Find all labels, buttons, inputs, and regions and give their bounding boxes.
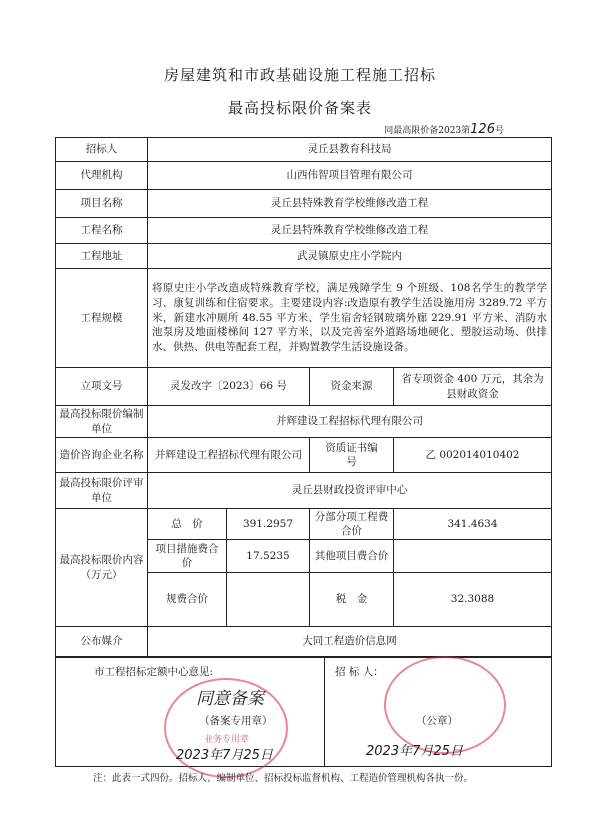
form-title: 房屋建筑和市政基础设施工程施工招标 [163,66,436,84]
left-seal-caption: （备案专用章） [199,715,273,727]
value-total: 391.2957 [226,508,310,540]
left-seal-text: 业务专用章 [204,735,250,745]
value-media: 大同工程造价信息网 [147,626,552,657]
value-sub: 341.4634 [393,508,552,540]
label-engineering-name: 工程名称 [55,217,148,244]
approval-signature: 同意备案 [196,689,264,709]
label-address: 工程地址 [55,243,148,269]
approval-section [55,657,552,767]
doc-number-suffix: 号 [494,126,504,136]
label-media: 公布媒介 [55,626,148,657]
value-tenderer: 灵丘县教育科技局 [147,137,552,162]
right-date: 2023年7月25日 [366,744,463,759]
value-measure: 17.5235 [226,539,310,573]
value-fee [226,572,310,627]
value-agency: 山西伟智项目管理有限公司 [147,161,552,190]
doc-number-prefix: 同最高限价备2023第 [384,126,471,136]
label-reviewer: 最高投标限价评审单位 [55,472,148,509]
label-measure: 项目措施费合 价 [147,539,227,573]
label-scale: 工程规模 [55,268,148,368]
value-compiler: 并辉建设工程招标代理有限公司 [147,405,552,438]
label-tax: 税 金 [309,572,394,627]
value-project-name: 灵丘县特殊教育学校维修改造工程 [147,189,552,218]
label-approval: 立项文号 [55,367,148,406]
value-approval: 灵发改字〔2023〕66 号 [147,367,310,406]
label-fee: 规费合价 [147,572,227,627]
label-project-name: 项目名称 [55,189,148,218]
value-consult: 并辉建设工程招标代理有限公司 [147,437,310,473]
form-subtitle: 最高投标限价备案表 [227,99,372,117]
value-tax: 32.3088 [393,572,552,627]
label-other: 其他项目费合价 [309,539,394,573]
label-consult: 造价咨询企业名称 [55,437,148,473]
label-total: 总 价 [147,508,227,540]
tenderer-label: 招 标 人： [335,666,384,678]
label-tenderer: 招标人 [55,137,148,162]
doc-number-value: 126 [470,122,495,137]
footnote: 注：此表一式四份。招标人、编制单位、招标投标监督机构、工程造价管理机构各执一份。 [93,773,474,784]
right-seal-caption: （公章） [416,715,458,727]
label-agency: 代理机构 [55,161,148,190]
label-sub: 分部分项工程费合价 [309,508,394,540]
value-reviewer: 灵丘县财政投资评审中心 [147,472,552,509]
value-scale: 将原史庄小学改造成特殊教育学校，满足残障学生 9 个班级、108名学生的教学学习、康复训练和住宿要求。主要建设内容:改造原有教学生活设施用房 3289.72 平方米，新建水冲厕所 48.55 平方米、学生宿舍轻钢玻璃外廊 229.91 平方米、消防水池泵房及地面楼梯间 127 平方米，以及完善室外道路场地硬化、塑胶运动场、供排水、供热、供电等配套工程，并购置教学生活设施设备。 [147,268,552,368]
center-opinion-label: 市工程招标定额中心意见: [94,666,214,678]
value-cert: 乙 002014010402 [393,437,552,473]
label-price: 最高投标限价内容（万元） [55,508,148,627]
doc-number [384,122,504,137]
left-date: 2023年7月25日 [176,748,273,763]
label-cert: 资质证书编 号 [309,437,394,473]
value-other [393,539,552,573]
value-fund-source: 省专项资金 400 万元，其余为县财政资金 [393,367,552,406]
label-fund-source: 资金来源 [309,367,394,406]
record-table [55,137,552,657]
label-compiler: 最高投标限价编制单位 [55,405,148,438]
approval-divider [324,658,325,766]
value-address: 武灵镇原史庄小学院内 [147,243,552,269]
value-engineering-name: 灵丘县特殊教育学校维修改造工程 [147,217,552,244]
